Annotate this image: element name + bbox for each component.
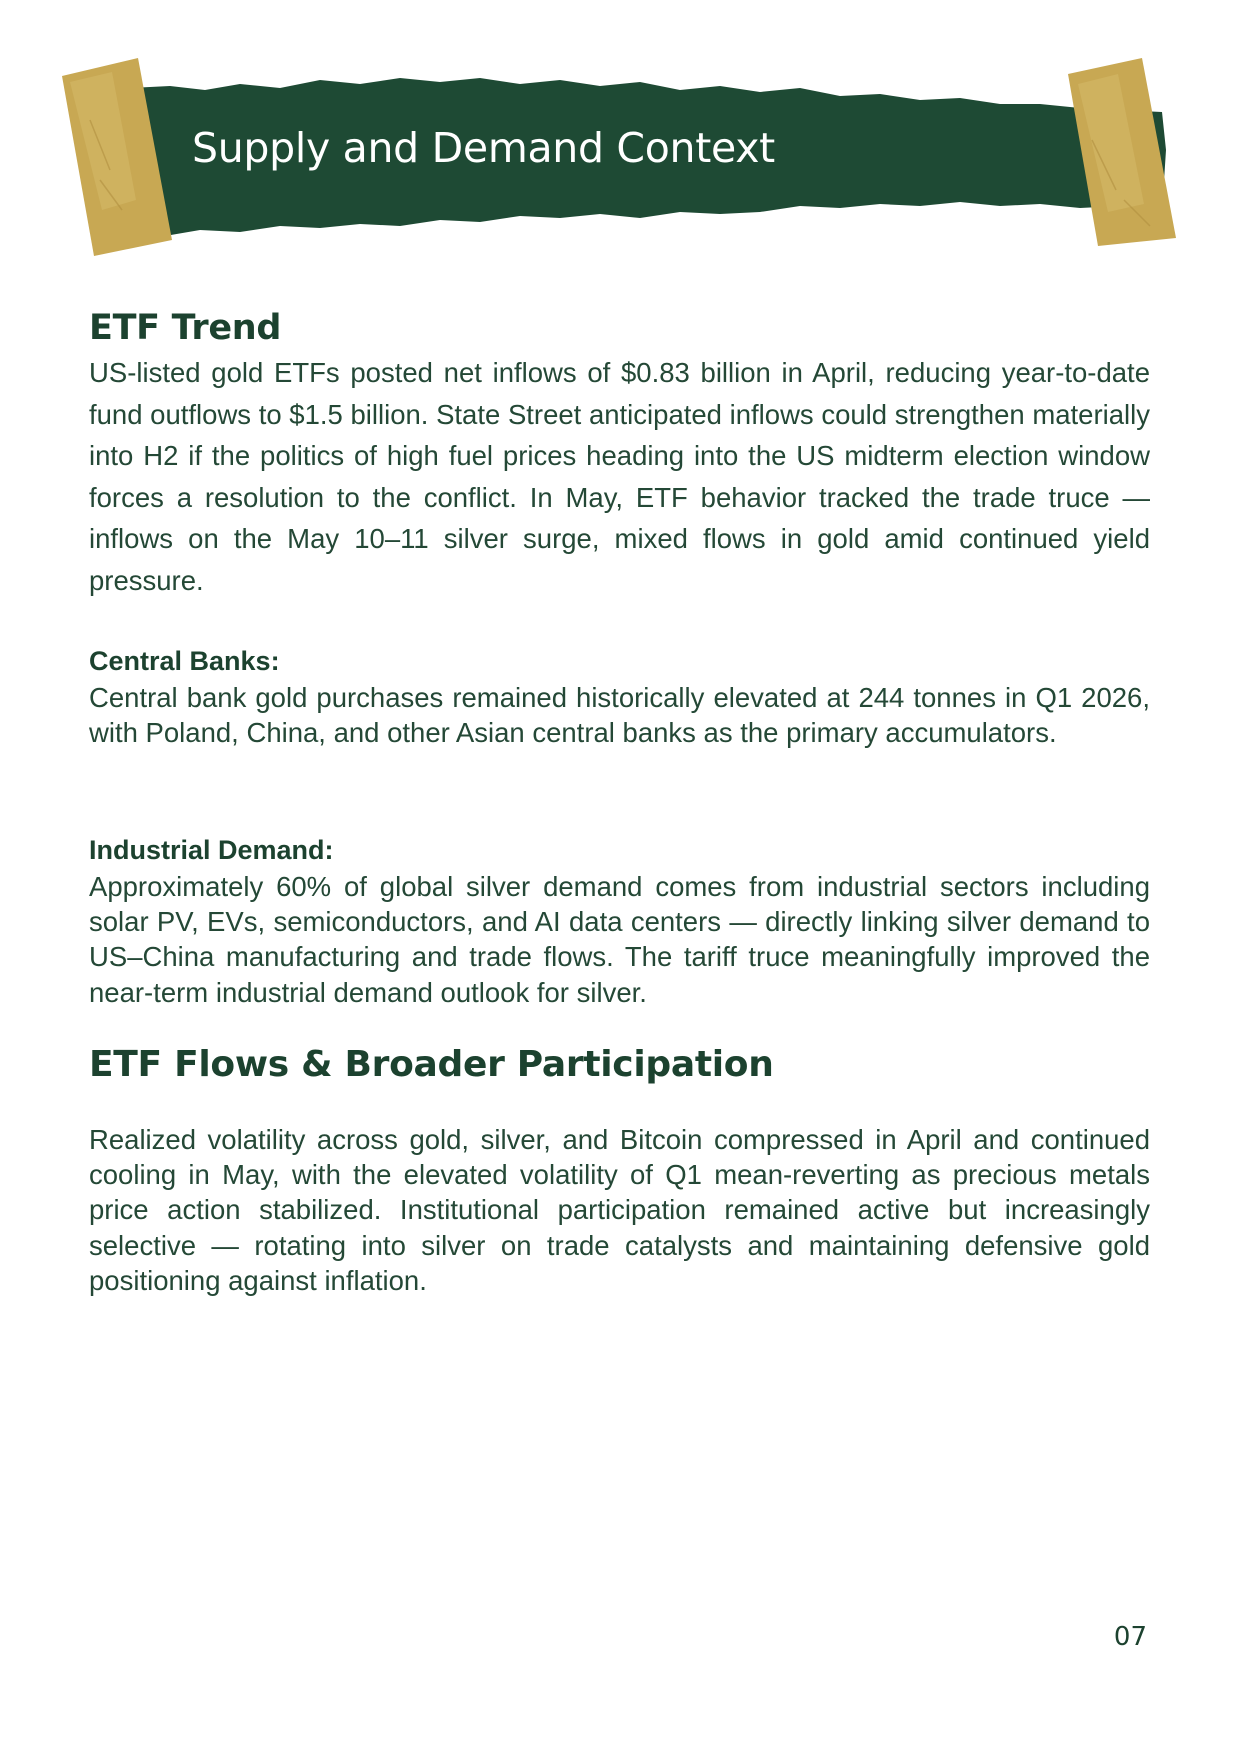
- subheading-industrial-demand: Industrial Demand:: [89, 835, 334, 865]
- paragraph-etf-trend: US-listed gold ETFs posted net inflows of $0.83 billion in April, reducing year-to-date fund outflows to $1.5 billion. State Street anticipated inflows could strengthen materially into H2 if the politics of high fuel prices heading into the US midterm election window forces a resolution to the conflict. In May, ETF behavior tracked the trade truce — inflows on the May 10–11 silver surge, mixed flows in gold amid continued yield pressure.: [89, 357, 1150, 596]
- page-number: 07: [1113, 1622, 1147, 1652]
- section-heading-etf-trend: ETF Trend: [89, 308, 282, 348]
- header-banner: [0, 0, 1240, 270]
- paragraph-central-banks: Central bank gold purchases remained historically elevated at 244 tonnes in Q1 2026, with Poland, China, and other Asian central banks as the primary accumulators.: [89, 682, 1150, 749]
- paragraph-etf-flows: Realized volatility across gold, silver, and Bitcoin compressed in April and continued cooling in May, with the elevated volatility of Q1 mean-reverting as precious metals price action stabilized. Institutional participation remained active but increasingly selective — rotating into silver on trade catalysts and maintaining defensive gold positioning against inflation.: [89, 1124, 1150, 1296]
- paragraph-industrial-demand: Approximately 60% of global silver demand comes from industrial sectors including solar PV, EVs, semiconductors, and AI data centers — directly linking silver demand to US–China manufacturing and trade flows. The tariff truce meaningfully improved the near-term industrial demand outlook for silver.: [89, 871, 1150, 1008]
- subheading-central-banks: Central Banks:: [89, 646, 280, 676]
- section-heading-etf-flows: ETF Flows & Broader Participation: [89, 1044, 774, 1085]
- page-title: Supply and Demand Context: [192, 124, 775, 172]
